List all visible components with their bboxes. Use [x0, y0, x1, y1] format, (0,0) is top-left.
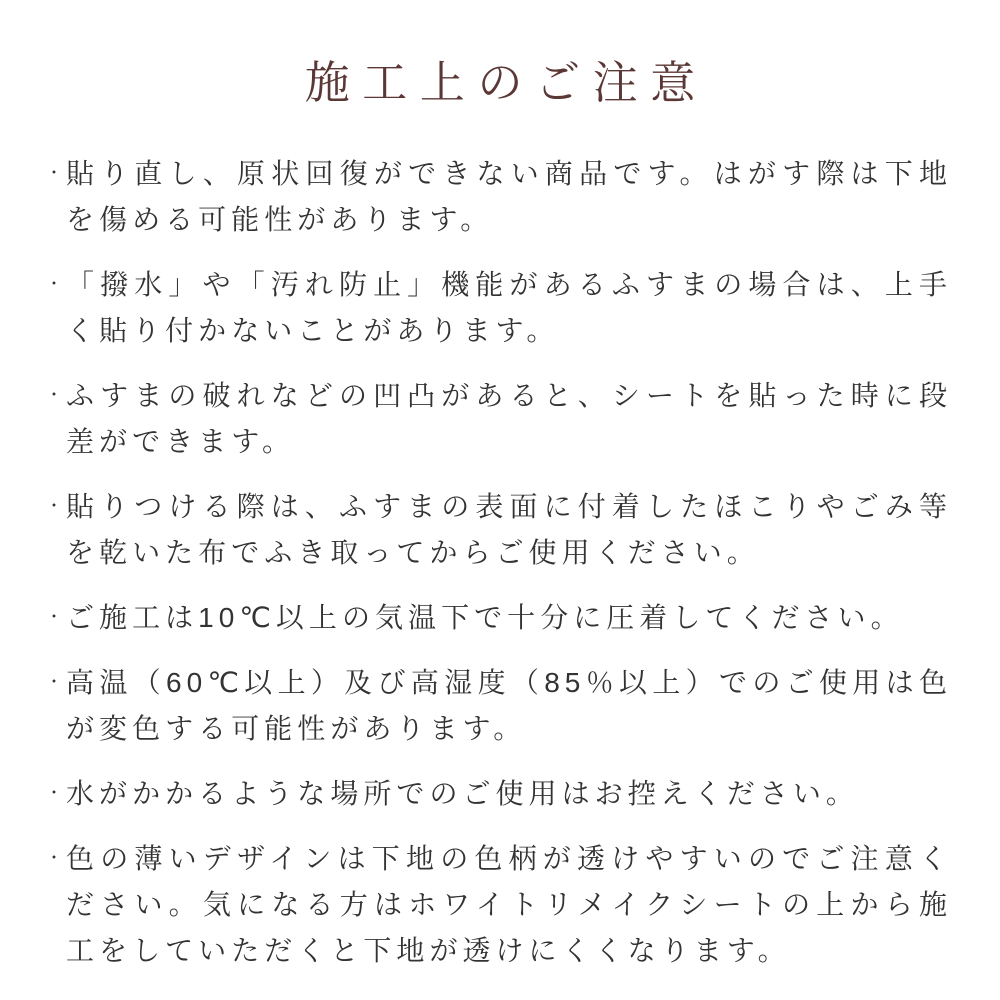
- notice-item: [48, 373, 952, 465]
- notice-item: [48, 484, 952, 576]
- notice-item: [48, 836, 952, 974]
- bullet-icon: ・: [46, 609, 63, 626]
- bullet-icon: ・: [46, 674, 63, 691]
- bullet-icon: ・: [46, 785, 63, 802]
- notice-item: [48, 262, 952, 354]
- bullet-icon: ・: [46, 498, 63, 515]
- notice-text: ふすまの破れなどの凹凸があると、シートを貼った時に段差ができます。: [66, 380, 952, 457]
- bullet-icon: ・: [46, 276, 63, 293]
- bullet-icon: ・: [46, 387, 63, 404]
- notice-item: [48, 771, 952, 817]
- notice-text: ご施工は10℃以上の気温下で十分に圧着してください。: [66, 602, 904, 633]
- notice-text: 「撥水」や「汚れ防止」機能があるふすまの場合は、上手く貼り付かないことがあります。: [66, 269, 952, 346]
- notice-text: 貼り直し、原状回復ができない商品です。はがす際は下地を傷める可能性があります。: [66, 158, 952, 235]
- notice-list: [48, 151, 952, 974]
- notice-text: 水がかかるような場所でのご使用はお控えください。: [66, 778, 859, 809]
- notice-item: [48, 595, 952, 641]
- notice-text: 色の薄いデザインは下地の色柄が透けやすいのでご注意ください。気になる方はホワイトリメイクシートの上から施工をしていただくと下地が透けにくくなります。: [66, 843, 952, 966]
- bullet-icon: ・: [46, 165, 63, 182]
- bullet-icon: ・: [46, 850, 63, 867]
- notice-item: [48, 151, 952, 243]
- notice-item: [48, 660, 952, 752]
- notice-text: 高温（60℃以上）及び高湿度（85％以上）でのご使用は色が変色する可能性があります。: [66, 667, 952, 744]
- page-title: 施工上のご注意: [304, 57, 708, 108]
- notice-text: 貼りつける際は、ふすまの表面に付着したほこりやごみ等を乾いた布でふき取ってからご使用ください。: [66, 491, 952, 568]
